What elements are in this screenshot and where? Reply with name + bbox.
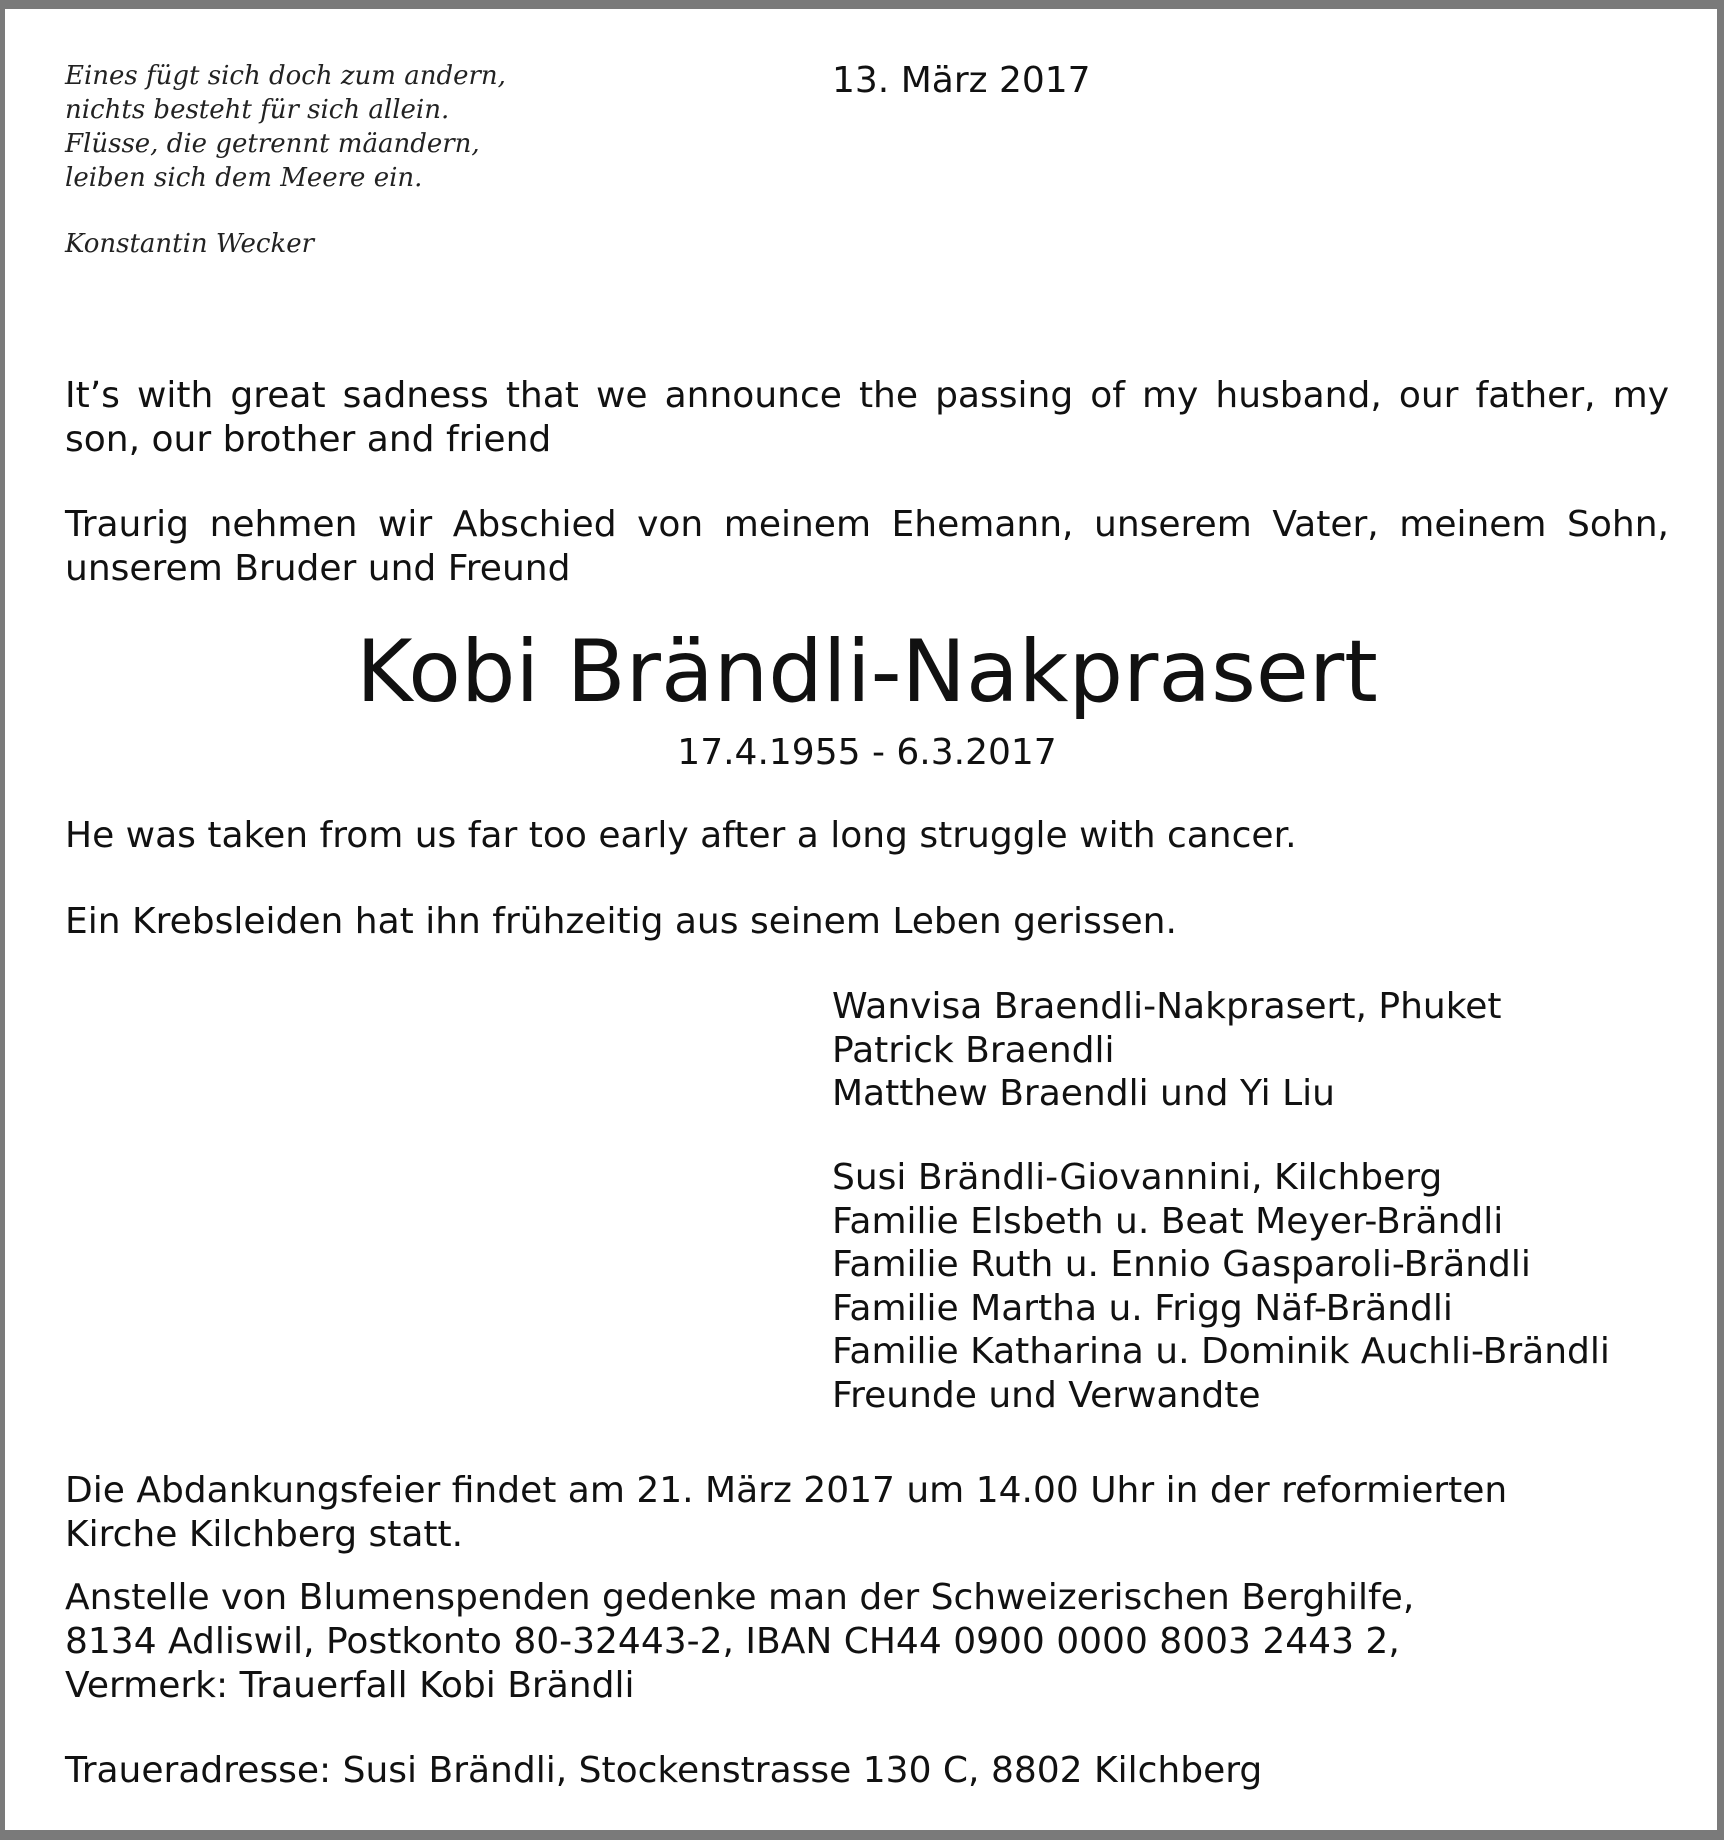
poem-author: Konstantin Wecker	[65, 229, 315, 259]
poem	[65, 59, 585, 261]
notice-date: 13. März 2017	[832, 60, 1091, 101]
poem-line: leiben sich dem Meere ein.	[65, 163, 423, 193]
service-line: Die Abdankungsfeier findet am 21. März 2017 um 14.00 Uhr in der reformierten	[65, 1470, 1508, 1511]
donation-line: Vermerk: Trauerfall Kobi Brändli	[65, 1665, 635, 1706]
poem-line: Flüsse, die getrennt mäandern,	[65, 129, 480, 159]
donation-line: Anstelle von Blumenspenden gedenke man der Schweizerischen Berghilfe,	[65, 1577, 1415, 1618]
funeral-service-info	[65, 1469, 1507, 1557]
intro-english: It’s with great sadness that we announce the passing of my husband, our father, my son, our brother and friend	[65, 375, 1669, 460]
donation-line: 8134 Adliswil, Postkonto 80-32443-2, IBAN CH44 0900 0000 8003 2443 2,	[65, 1621, 1400, 1662]
family-member: Wanvisa Braendli-Nakprasert, Phuket	[832, 986, 1502, 1027]
family-member: Patrick Braendli	[832, 1029, 1115, 1071]
family-member: Susi Brändli-Giovannini, Kilchberg	[832, 1157, 1443, 1198]
family-group-immediate	[832, 985, 1502, 1116]
family-member: Familie Elsbeth u. Beat Meyer-Brändli	[832, 1200, 1504, 1242]
deceased-name: Kobi Brändli-Nakprasert	[356, 622, 1378, 722]
address-line: Traueradresse: Susi Brändli, Stockenstrasse 130 C, 8802 Kilchberg	[65, 1750, 1263, 1791]
cause-german: Ein Krebsleiden hat ihn frühzeitig aus seinem Leben gerissen.	[65, 901, 1177, 942]
intro-german: Traurig nehmen wir Abschied von meinem Ehemann, unserem Vater, meinem Sohn, unserem Bruder und Freund	[65, 504, 1669, 589]
donation-info	[65, 1576, 1414, 1708]
family-group-extended	[832, 1156, 1610, 1417]
family-member: Familie Ruth u. Ennio Gasparoli-Brändli	[832, 1244, 1531, 1285]
cause-english: He was taken from us far too early after a long struggle with cancer.	[65, 815, 1297, 856]
family-member: Freunde und Verwandte	[832, 1374, 1261, 1416]
poem-line: nichts besteht für sich allein.	[65, 95, 450, 125]
life-dates: 17.4.1955 - 6.3.2017	[677, 732, 1057, 773]
service-line: Kirche Kilchberg statt.	[65, 1514, 464, 1555]
mourning-address	[65, 1749, 1262, 1793]
poem-line: Eines fügt sich doch zum andern,	[65, 61, 506, 91]
family-member: Familie Katharina u. Dominik Auchli-Brändli	[832, 1331, 1610, 1372]
family-member: Matthew Braendli und Yi Liu	[832, 1073, 1335, 1114]
family-member: Familie Martha u. Frigg Näf-Brändli	[832, 1287, 1453, 1329]
